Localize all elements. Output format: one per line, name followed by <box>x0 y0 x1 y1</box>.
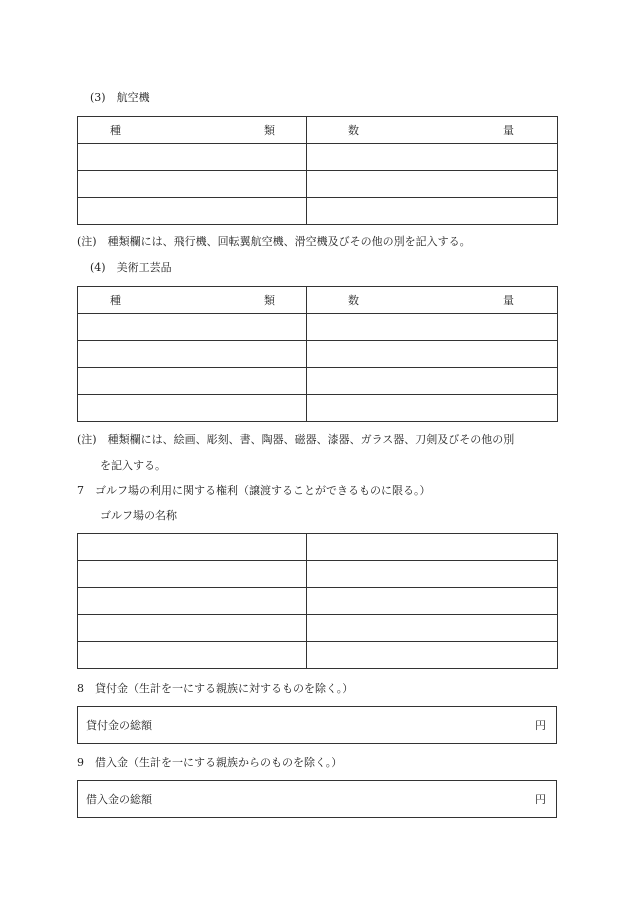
table-row <box>78 144 558 171</box>
golf-table <box>77 533 558 669</box>
table-row <box>78 615 558 642</box>
table-header-row <box>78 287 558 314</box>
quantity-cell[interactable] <box>307 144 558 171</box>
type-cell[interactable] <box>78 341 307 368</box>
quantity-cell[interactable] <box>307 198 558 225</box>
yen-unit-label: 円 <box>535 719 546 732</box>
quantity-cell[interactable] <box>307 314 558 341</box>
golf-name-cell[interactable] <box>78 588 307 615</box>
table-row <box>78 395 558 422</box>
column-header-type <box>78 117 307 144</box>
crafts-table <box>77 286 558 422</box>
column-header-quantity <box>307 287 558 314</box>
golf-name-cell[interactable] <box>78 615 307 642</box>
golf-detail-cell[interactable] <box>307 534 558 561</box>
golf-name-cell[interactable] <box>78 534 307 561</box>
aircraft-table <box>77 116 558 225</box>
quantity-cell[interactable] <box>307 395 558 422</box>
header-char-1: 種 <box>110 294 121 307</box>
table-row <box>78 171 558 198</box>
quantity-cell[interactable] <box>307 171 558 198</box>
type-cell[interactable] <box>78 198 307 225</box>
header-char-2: 類 <box>264 294 275 307</box>
table-row <box>78 561 558 588</box>
table-header-row <box>78 117 558 144</box>
table-row <box>78 588 558 615</box>
header-char-2: 類 <box>264 124 275 137</box>
quantity-cell[interactable] <box>307 368 558 395</box>
header-char-1: 数 <box>348 124 359 137</box>
type-cell[interactable] <box>78 368 307 395</box>
golf-name-cell[interactable] <box>78 561 307 588</box>
column-header-type <box>78 287 307 314</box>
borrowings-label: 借入金の総額 <box>86 793 152 806</box>
table-row <box>78 314 558 341</box>
borrowings-total-field[interactable] <box>77 780 557 818</box>
header-char-2: 量 <box>503 294 514 307</box>
golf-detail-cell[interactable] <box>307 588 558 615</box>
crafts-note-line-1: (注) 種類欄には、絵画、彫刻、書、陶器、磁器、漆器、ガラス器、刀剣及びその他の別 <box>77 433 515 446</box>
golf-name-cell[interactable] <box>78 642 307 669</box>
type-cell[interactable] <box>78 314 307 341</box>
golf-detail-cell[interactable] <box>307 561 558 588</box>
crafts-heading: (4) 美術工芸品 <box>90 261 172 274</box>
golf-detail-cell[interactable] <box>307 642 558 669</box>
table-row <box>78 341 558 368</box>
type-cell[interactable] <box>78 144 307 171</box>
type-cell[interactable] <box>78 171 307 198</box>
golf-heading: 7 ゴルフ場の利用に関する権利（譲渡することができるものに限る。） <box>77 484 431 497</box>
header-char-2: 量 <box>503 124 514 137</box>
type-cell[interactable] <box>78 395 307 422</box>
aircraft-heading: (3) 航空機 <box>90 91 150 104</box>
header-char-1: 数 <box>348 294 359 307</box>
loans-receivable-heading: 8 貸付金（生計を一にする親族に対するものを除く。） <box>77 682 354 695</box>
crafts-note-line-2: を記入する。 <box>100 459 166 472</box>
header-char-1: 種 <box>110 124 121 137</box>
golf-subheading: ゴルフ場の名称 <box>100 509 177 522</box>
table-row <box>78 642 558 669</box>
table-row <box>78 368 558 395</box>
loans-receivable-total-field[interactable] <box>77 706 557 744</box>
quantity-cell[interactable] <box>307 341 558 368</box>
borrowings-heading: 9 借入金（生計を一にする親族からのものを除く。） <box>77 756 343 769</box>
column-header-quantity <box>307 117 558 144</box>
aircraft-note: (注) 種類欄には、飛行機、回転翼航空機、滑空機及びその他の別を記入する。 <box>77 235 471 248</box>
table-row <box>78 534 558 561</box>
yen-unit-label: 円 <box>535 793 546 806</box>
loans-receivable-label: 貸付金の総額 <box>86 719 152 732</box>
table-row <box>78 198 558 225</box>
golf-detail-cell[interactable] <box>307 615 558 642</box>
